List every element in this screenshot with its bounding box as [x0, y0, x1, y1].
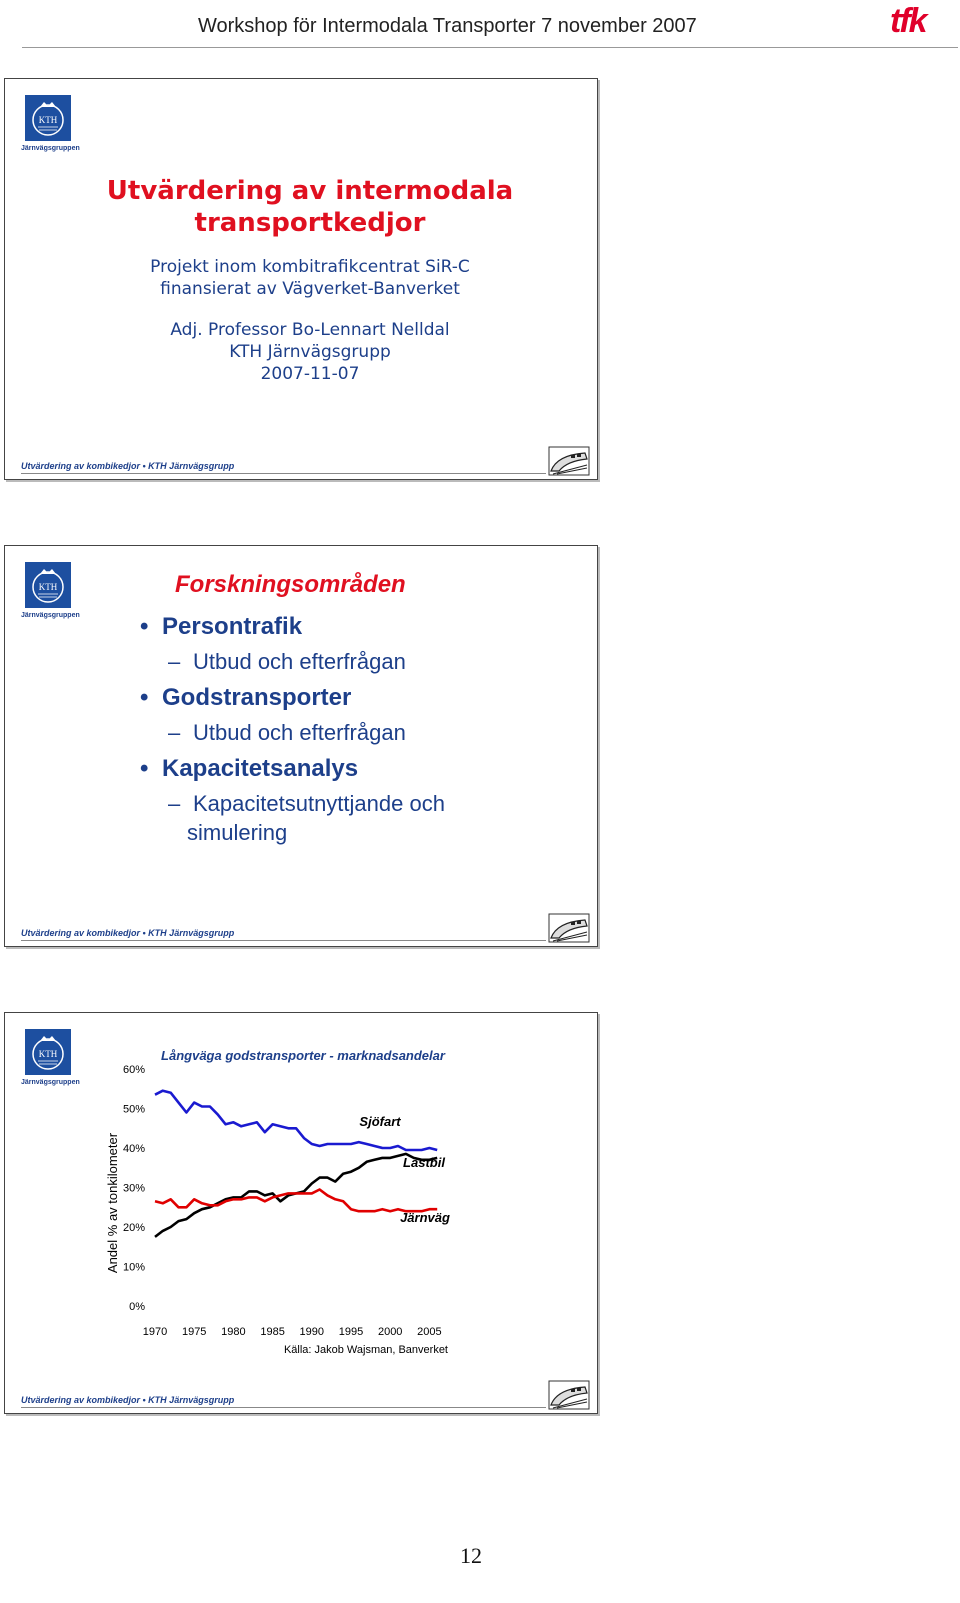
sub-label: Utbud och efterfrågan — [193, 649, 406, 674]
bullet-dot-icon: • — [140, 755, 149, 782]
bullet-item — [140, 684, 351, 712]
chart-source: Källa: Jakob Wajsman, Banverket — [283, 1344, 448, 1356]
dash-icon: – — [168, 720, 181, 745]
slide1-subtitle-line: Projekt inom kombitrafikcentrat SiR-C — [150, 257, 470, 277]
slide1-title-line: Utvärdering av intermodala — [106, 176, 514, 206]
kth-caption: Järnvägsgruppen — [21, 612, 80, 619]
slide1-author-line: KTH Järnvägsgrupp — [229, 342, 391, 362]
train-icon — [547, 1379, 591, 1411]
y-tick-label: 10% — [122, 1261, 145, 1274]
bullet-item — [140, 613, 302, 641]
train-icon — [547, 912, 591, 944]
svg-text:KTH: KTH — [38, 115, 58, 125]
y-tick-label: 30% — [122, 1182, 145, 1195]
bullet-label: Kapacitetsanalys — [162, 755, 359, 782]
market-share-chart — [5, 1013, 597, 1393]
series-label: Lastbil — [403, 1155, 445, 1170]
y-tick-label: 0% — [129, 1301, 145, 1313]
slide1-subtitle-line: finansierat av Vägverket-Banverket — [160, 279, 460, 299]
header-rule — [22, 47, 958, 48]
slide1-title-line: transportkedjor — [194, 208, 426, 238]
slide-2 — [4, 545, 598, 947]
x-tick-label: 1980 — [221, 1326, 246, 1338]
sub-label: Kapacitetsutnyttjande och — [193, 791, 445, 816]
bullet-dot-icon: • — [140, 613, 149, 640]
slide-3 — [4, 1012, 598, 1414]
slide-footer-rule — [21, 473, 546, 474]
x-tick-label: 2000 — [377, 1326, 403, 1338]
slide1-author-line: Adj. Professor Bo-Lennart Nelldal — [170, 320, 450, 340]
slide1-author-info — [5, 319, 615, 385]
slide1-author-line: 2007-11-07 — [260, 364, 360, 384]
sub-item — [168, 649, 406, 675]
slide1-title — [5, 175, 615, 239]
x-tick-label: 2005 — [417, 1326, 442, 1338]
x-tick-label: 1995 — [338, 1326, 364, 1338]
slide-footer-text: Utvärdering av kombikedjor • KTH Järnvägsgrupp — [21, 1395, 235, 1405]
y-tick-label: 60% — [122, 1064, 145, 1076]
bullet-label: Godstransporter — [162, 684, 352, 711]
y-tick-label: 50% — [122, 1103, 145, 1116]
series-line-j-rnv-g — [155, 1190, 437, 1212]
sub-item — [168, 720, 406, 746]
chart-title: Långväga godstransporter - marknadsandelar — [161, 1048, 445, 1063]
kth-logo-icon — [25, 562, 71, 608]
svg-text:KTH: KTH — [38, 1049, 58, 1059]
slide-1 — [4, 78, 598, 480]
slide-footer-rule — [21, 940, 546, 941]
series-label: Järnväg — [400, 1210, 450, 1225]
sub-item — [168, 791, 445, 817]
header-title: Workshop för Intermodala Transporter 7 november 2007 — [198, 15, 697, 37]
bullet-item — [140, 755, 358, 783]
svg-text:KTH: KTH — [38, 582, 58, 592]
bullet-label: Persontrafik — [162, 613, 303, 640]
y-tick-label: 40% — [122, 1143, 145, 1155]
bullet-dot-icon: • — [140, 684, 149, 711]
y-tick-label: 20% — [122, 1222, 145, 1234]
series-line-lastbil — [155, 1154, 437, 1237]
slide-footer-text: Utvärdering av kombikedjor • KTH Järnvägsgrupp — [21, 461, 235, 471]
series-label: Sjöfart — [359, 1114, 401, 1129]
page-number: 12 — [460, 1543, 482, 1568]
tfk-logo: tfk — [890, 2, 926, 40]
page-header — [0, 0, 960, 50]
kth-caption: Järnvägsgruppen — [21, 145, 80, 152]
x-tick-label: 1970 — [142, 1326, 168, 1338]
slide-footer-rule — [21, 1407, 546, 1408]
kth-logo-icon — [25, 95, 71, 141]
sub-label: Utbud och efterfrågan — [193, 720, 406, 745]
x-tick-label: 1985 — [260, 1326, 285, 1338]
kth-caption: Järnvägsgruppen — [21, 1079, 80, 1086]
x-tick-label: 1990 — [299, 1326, 325, 1338]
sub-item-continuation: simulering — [187, 820, 288, 845]
slide-footer-text: Utvärdering av kombikedjor • KTH Järnvägsgrupp — [21, 928, 235, 938]
chart-y-axis-label: Andel % av tonkilometer — [105, 1132, 120, 1274]
x-tick-label: 1975 — [181, 1326, 207, 1338]
slide1-project-info — [5, 256, 615, 300]
slide2-title: Forskningsområden — [175, 571, 406, 598]
train-icon — [547, 445, 591, 477]
chart-lines — [155, 1091, 437, 1237]
dash-icon: – — [168, 649, 181, 674]
dash-icon: – — [168, 791, 181, 816]
